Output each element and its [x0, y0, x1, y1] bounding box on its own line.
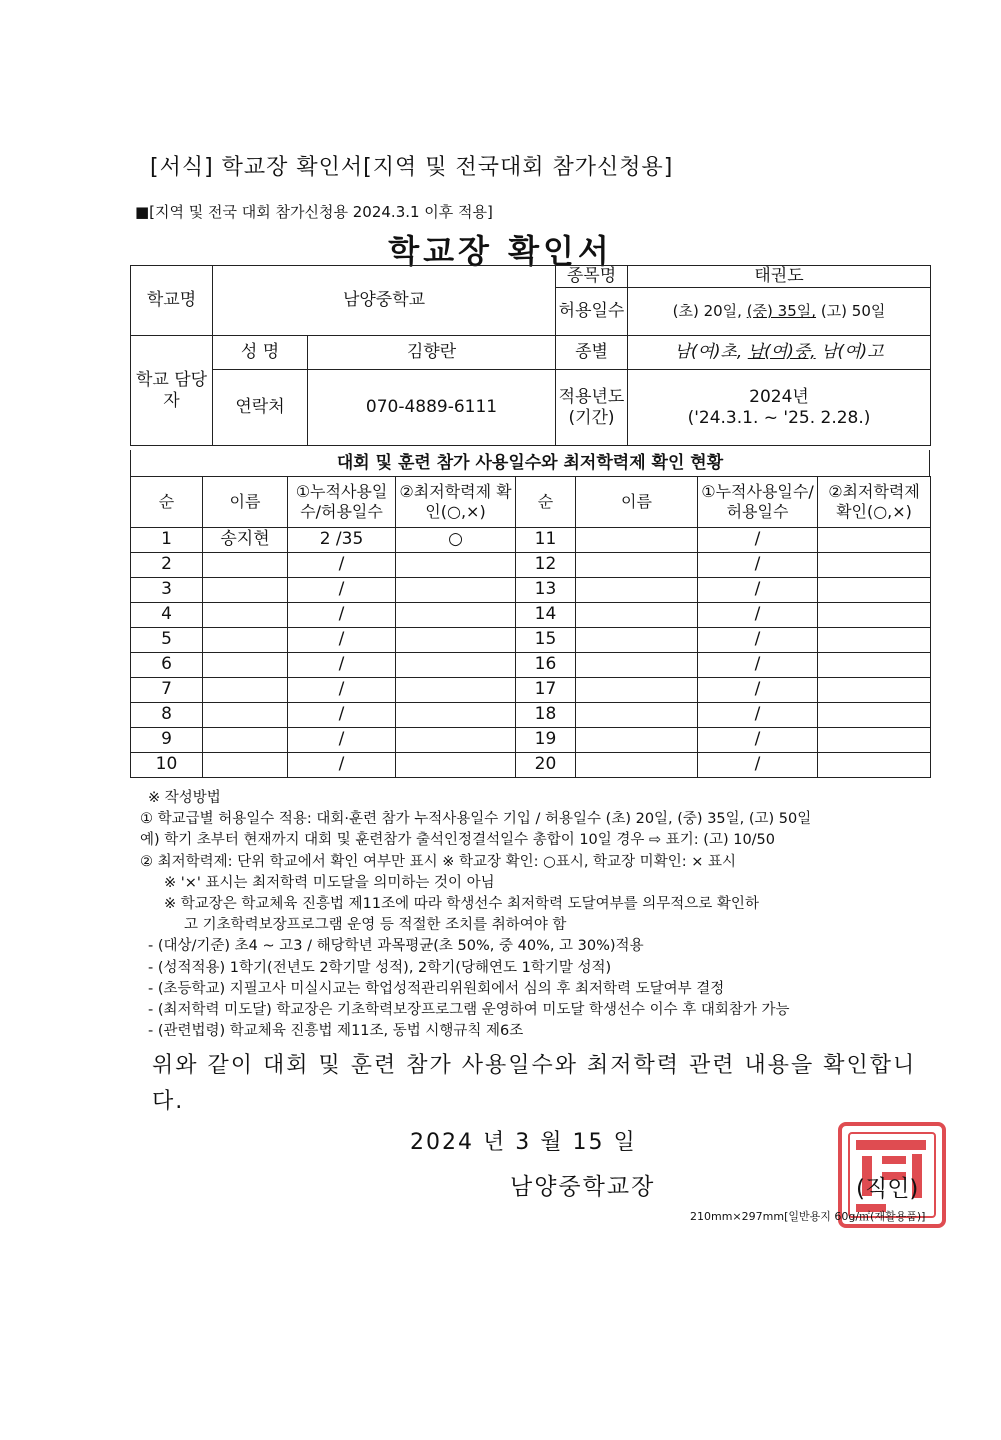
row-no: 1	[131, 528, 203, 553]
student-name	[576, 728, 698, 753]
student-name	[576, 553, 698, 578]
grade-check	[818, 678, 931, 703]
status-row	[131, 653, 931, 678]
row-no: 13	[516, 578, 576, 603]
year-value-cell	[628, 370, 931, 446]
row-no: 11	[516, 528, 576, 553]
days-used: /	[698, 553, 818, 578]
student-name	[203, 603, 288, 628]
instruction-line: ① 학교급별 허용일수 적용: 대회·훈련 참가 누적사용일수 기입 / 허용일수 (초) 20일, (중) 35일, (고) 50일	[140, 811, 812, 828]
grade-check	[818, 628, 931, 653]
grade-check	[818, 753, 931, 778]
instruction-line: 고 기초학력보장프로그램 운영 등 적절한 조치를 취하여야 함	[184, 917, 567, 934]
days-used: /	[698, 603, 818, 628]
gender-label: 종별	[556, 336, 628, 370]
status-header-row	[131, 477, 931, 528]
school-info-table	[130, 265, 931, 446]
days-used: 2 /35	[288, 528, 396, 553]
form-title: [서식] 학교장 확인서[지역 및 전국대회 참가신청용]	[150, 155, 674, 180]
document-title: 학교장 확인서	[388, 232, 613, 270]
row-no: 20	[516, 753, 576, 778]
header-no-left: 순	[131, 477, 203, 528]
school-name-value: 남양중학교	[213, 266, 556, 336]
gender-elementary: 남(여)초,	[674, 342, 743, 363]
instruction-line: - (최저학력 미도달) 학교장은 기초학력보장프로그램 운영하여 미도달 학생선수 이수 후 대회참가 가능	[148, 1002, 790, 1019]
grade-check	[396, 703, 516, 728]
allowed-days-value	[628, 288, 931, 336]
grade-check	[396, 578, 516, 603]
student-name	[203, 728, 288, 753]
year-value: 2024년	[749, 386, 809, 407]
gender-high: 남(여)고	[821, 342, 884, 363]
instruction-line: ※ 학교장은 학교체육 진흥법 제11조에 따라 학생선수 최저학력 도달여부를 의무적으로 확인하	[164, 896, 759, 913]
row-no: 2	[131, 553, 203, 578]
student-name	[576, 653, 698, 678]
days-used: /	[288, 553, 396, 578]
seal-mark-label: (직인)	[856, 1176, 919, 1202]
grade-check	[818, 578, 931, 603]
grade-check	[818, 553, 931, 578]
grade-check	[396, 628, 516, 653]
row-no: 17	[516, 678, 576, 703]
row-no: 12	[516, 553, 576, 578]
contact-label: 연락처	[213, 370, 308, 446]
period-value: ('24.3.1. ~ '25. 2.28.)	[687, 407, 871, 428]
status-row	[131, 628, 931, 653]
instruction-line: - (초등학교) 지필고사 미실시교는 학업성적관리위원회에서 심의 후 최저학력 도달여부 결정	[148, 980, 725, 997]
manager-name: 김향란	[308, 336, 556, 370]
days-used: /	[288, 703, 396, 728]
days-used: /	[698, 728, 818, 753]
student-name	[203, 703, 288, 728]
instruction-line: ② 최저학력제: 단위 학교에서 확인 여부만 표시 ※ 학교장 확인: ○표시, 학교장 미확인: × 표시	[140, 853, 736, 870]
student-name	[576, 628, 698, 653]
days-used: /	[288, 678, 396, 703]
row-no: 10	[131, 753, 203, 778]
allowed-days-label: 허용일수	[556, 288, 628, 336]
status-row	[131, 528, 931, 553]
days-used: /	[698, 528, 818, 553]
row-no: 15	[516, 628, 576, 653]
writing-instructions	[140, 788, 940, 1042]
status-row	[131, 728, 931, 753]
student-name	[576, 753, 698, 778]
instruction-line: - (대상/기준) 초4 ~ 고3 / 해당학년 과목평균(초 50%, 중 40%, 고 30%)적용	[148, 938, 644, 955]
grade-check	[818, 528, 931, 553]
status-table	[130, 476, 931, 778]
student-name	[203, 553, 288, 578]
allowed-days-high: (고) 50일	[820, 302, 886, 321]
student-name: 송지현	[203, 528, 288, 553]
status-row	[131, 753, 931, 778]
signature-date: 2024 년 3 월 15 일	[410, 1130, 637, 1155]
manager-label: 학교 담당자	[131, 336, 213, 446]
header-grade-right: ②최저학력제 확인(○,×)	[818, 477, 931, 528]
confirmation-statement: 위와 같이 대회 및 훈련 참가 사용일수와 최저학력 관련 내용을 확인합니다.	[152, 1053, 917, 1114]
student-name	[203, 753, 288, 778]
row-no: 4	[131, 603, 203, 628]
grade-check	[396, 728, 516, 753]
days-used: /	[698, 578, 818, 603]
header-name-left: 이름	[203, 477, 288, 528]
allowed-days-elementary: (초) 20일,	[672, 302, 742, 321]
student-name	[203, 678, 288, 703]
grade-check: ○	[396, 528, 516, 553]
grade-check	[396, 678, 516, 703]
header-days-right: ①누적사용일수/허용일수	[698, 477, 818, 528]
row-no: 3	[131, 578, 203, 603]
year-label: 적용년도 (기간)	[556, 370, 628, 446]
event-label: 종목명	[556, 266, 628, 288]
instruction-line: 예) 학기 초부터 현재까지 대회 및 훈련참가 출석인정결석일수 총합이 10일 경우 ⇨ 표기: (고) 10/50	[140, 832, 776, 849]
application-notice: ■[지역 및 전국 대회 참가신청용 2024.3.1 이후 적용]	[135, 203, 493, 221]
instruction-line: - (관련법령) 학교체육 진흥법 제11조, 동법 시행규칙 제6조	[148, 1023, 524, 1040]
days-used: /	[698, 753, 818, 778]
event-value: 태권도	[628, 266, 931, 288]
header-name-right: 이름	[576, 477, 698, 528]
days-used: /	[288, 603, 396, 628]
instruction-line: - (성적적용) 1학기(전년도 2학기말 성적), 2학기(당해연도 1학기말 성적)	[148, 959, 612, 976]
row-no: 14	[516, 603, 576, 628]
principal-title: 남양중학교장	[510, 1174, 656, 1200]
row-no: 9	[131, 728, 203, 753]
header-no-right: 순	[516, 477, 576, 528]
school-name-label: 학교명	[131, 266, 213, 336]
status-row	[131, 578, 931, 603]
status-row	[131, 703, 931, 728]
row-no: 19	[516, 728, 576, 753]
days-used: /	[698, 678, 818, 703]
grade-check	[818, 653, 931, 678]
grade-check	[396, 653, 516, 678]
grade-check	[818, 703, 931, 728]
row-no: 18	[516, 703, 576, 728]
days-used: /	[288, 628, 396, 653]
days-used: /	[288, 753, 396, 778]
allowed-days-middle: (중) 35일,	[746, 302, 817, 321]
student-name	[203, 653, 288, 678]
grade-check	[396, 553, 516, 578]
paper-spec: 210mm×297mm[일반용지 60g/㎡(재활용품)]	[690, 1210, 926, 1223]
student-name	[576, 528, 698, 553]
student-name	[203, 578, 288, 603]
row-no: 7	[131, 678, 203, 703]
header-grade-left: ②최저학력제 확인(○,×)	[396, 477, 516, 528]
days-used: /	[288, 653, 396, 678]
days-used: /	[698, 653, 818, 678]
name-label: 성 명	[213, 336, 308, 370]
row-no: 8	[131, 703, 203, 728]
status-row	[131, 678, 931, 703]
days-used: /	[288, 728, 396, 753]
days-used: /	[698, 703, 818, 728]
student-name	[203, 628, 288, 653]
grade-check	[396, 753, 516, 778]
gender-middle: 남(여)중,	[747, 342, 816, 363]
student-name	[576, 603, 698, 628]
header-days-left: ①누적사용일수/허용일수	[288, 477, 396, 528]
grade-check	[818, 603, 931, 628]
row-no: 6	[131, 653, 203, 678]
status-section-title: 대회 및 훈련 참가 사용일수와 최저학력제 확인 현황	[130, 450, 930, 476]
gender-value	[628, 336, 931, 370]
contact-value: 070-4889-6111	[308, 370, 556, 446]
student-name	[576, 578, 698, 603]
grade-check	[818, 728, 931, 753]
days-used: /	[698, 628, 818, 653]
status-row	[131, 603, 931, 628]
row-no: 5	[131, 628, 203, 653]
days-used: /	[288, 578, 396, 603]
student-name	[576, 678, 698, 703]
instruction-line: ※ 작성방법	[148, 790, 221, 806]
row-no: 16	[516, 653, 576, 678]
grade-check	[396, 603, 516, 628]
student-name	[576, 703, 698, 728]
instruction-line: ※ '×' 표시는 최저학력 미도달을 의미하는 것이 아님	[164, 874, 495, 891]
status-row	[131, 553, 931, 578]
